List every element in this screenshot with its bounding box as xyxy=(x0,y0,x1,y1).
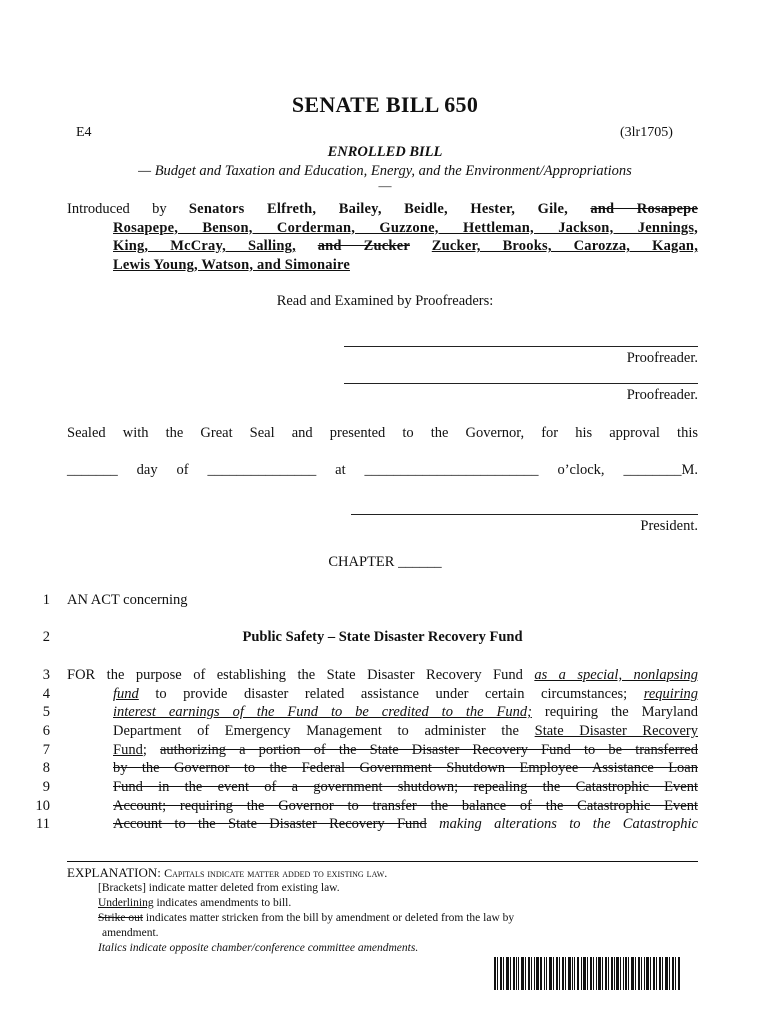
at-word: at xyxy=(335,462,346,478)
line-number: 11 xyxy=(36,816,50,832)
explanation-heading xyxy=(67,865,387,881)
stricken-text: authorizing a portion of the State Disaster Recovery Fund to be transferred xyxy=(159,742,698,758)
line-number: 7 xyxy=(42,742,50,758)
sponsor-list-2: Rosapepe, Benson, Corderman, Guzzone, Hettleman, Jackson, Jennings, xyxy=(113,219,698,236)
president-label: President. xyxy=(640,518,698,534)
president-signature-line xyxy=(351,514,698,515)
oclock-word: o’clock, xyxy=(557,462,605,478)
bill-short-title: Public Safety – State Disaster Recovery Fund xyxy=(242,629,523,645)
proofreader-signature-line-1 xyxy=(344,346,698,347)
sponsor-list-3b: Zucker, Brooks, Carozza, Kagan, xyxy=(431,238,699,254)
proofreader-label-1: Proofreader. xyxy=(626,350,698,366)
amendment-text: as a special, nonlapsing xyxy=(534,667,698,683)
sponsor-list-4: Lewis Young, Watson, and Simonaire xyxy=(113,256,350,273)
explanation-label: EXPLANATION: xyxy=(67,865,165,880)
proofreader-label-2: Proofreader. xyxy=(626,387,698,403)
line-number: 3 xyxy=(42,667,50,683)
line-number: 6 xyxy=(42,723,50,739)
note-brackets: [Brackets] indicate matter deleted from existing law. xyxy=(98,882,340,894)
sealed-statement: Sealed with the Great Seal and presented to the Governor, for his approval this xyxy=(67,425,698,441)
of-word: of xyxy=(176,462,189,478)
bill-line-10: Account; requiring the Governor to transfer the balance of the Catastrophic Event xyxy=(113,798,698,814)
bill-line-5 xyxy=(113,704,698,721)
amendment-text: interest earnings of the Fund to be credited to the Fund; xyxy=(113,704,532,720)
note-strike xyxy=(98,912,514,924)
explanation-caps: Capitals indicate matter added to existing law. xyxy=(164,866,388,880)
chapter-line: CHAPTER ______ xyxy=(328,554,442,570)
day-word: day xyxy=(136,462,158,478)
purpose-text: requiring the Maryland xyxy=(531,704,698,720)
line-number: 9 xyxy=(42,779,50,795)
day-blank: _______ xyxy=(67,462,118,478)
bill-line-6 xyxy=(113,723,698,740)
bill-line-3 xyxy=(67,667,698,684)
sponsor-struck-2: and Zucker xyxy=(317,238,410,254)
line-number: 10 xyxy=(35,798,50,814)
sponsor-struck-1: and Rosapepe xyxy=(590,201,699,217)
strike-text: indicates matter stricken from the bill by amendment or deleted from the law by xyxy=(143,912,515,924)
underlining-text: indicates amendments to bill. xyxy=(153,897,292,909)
intro-prefix: Introduced by xyxy=(67,201,189,217)
introduced-by xyxy=(67,200,698,274)
purpose-text: FOR the purpose of establishing the State Disaster Recovery Fund xyxy=(67,667,535,683)
bill-code-left: E4 xyxy=(76,125,92,140)
bill-line-9: Fund in the event of a government shutdown; repealing the Catastrophic Event xyxy=(113,779,698,795)
line-number: 1 xyxy=(42,592,50,608)
time-blank: ________________________ xyxy=(364,462,539,478)
stricken-text: Account to the State Disaster Recovery Fund xyxy=(113,816,427,832)
proofreader-signature-line-2 xyxy=(344,383,698,384)
committee-dash: — xyxy=(378,178,392,193)
bill-code-right: (3lr1705) xyxy=(620,125,673,140)
note-strike-cont: amendment. xyxy=(102,927,159,939)
bill-line-11 xyxy=(113,816,698,833)
line-number: 8 xyxy=(42,760,50,776)
amendment-text: fund xyxy=(113,686,139,702)
bill-line-7 xyxy=(113,742,698,759)
line-number: 5 xyxy=(42,704,50,720)
note-italics: Italics indicate opposite chamber/conference committee amendments. xyxy=(98,942,419,954)
committee-line: — Budget and Taxation and Education, Energy, and the Environment/Appropriations xyxy=(138,163,632,179)
bill-line-1: AN ACT concerning xyxy=(67,592,188,608)
footer-divider xyxy=(67,861,698,862)
month-blank: _______________ xyxy=(207,462,317,478)
meridiem-blank: ________M. xyxy=(623,462,698,478)
read-examined: Read and Examined by Proofreaders: xyxy=(276,293,494,309)
underlining-word: Underlining xyxy=(98,897,154,909)
bill-title: SENATE BILL 650 xyxy=(291,92,479,117)
line-number: 2 xyxy=(42,629,50,645)
line-number: 4 xyxy=(42,686,50,702)
barcode-image xyxy=(494,957,680,990)
strike-word: Strike out xyxy=(98,912,144,924)
purpose-text: ; xyxy=(142,742,160,758)
amendment-text: making alterations to the Catastrophic xyxy=(426,816,698,832)
amendment-text: State Disaster Recovery xyxy=(534,723,698,739)
bill-line-4 xyxy=(113,686,698,703)
sponsor-list-3a: King, McCray, Salling, xyxy=(113,238,296,254)
amendment-text: requiring xyxy=(643,686,698,702)
purpose-text: Department of Emergency Management to administer the xyxy=(113,723,535,739)
sponsor-list-1: Senators Elfreth, Bailey, Beidle, Hester, Gile, xyxy=(188,201,568,217)
bill-line-8: by the Governor to the Federal Government Shutdown Employee Assistance Loan xyxy=(113,760,698,776)
note-underlining xyxy=(98,897,291,909)
purpose-text: to provide disaster related assistance under certain circumstances; xyxy=(138,686,644,702)
amendment-text: Fund xyxy=(113,742,143,758)
enrolled-label: ENROLLED BILL xyxy=(327,144,443,160)
day-line xyxy=(67,462,698,479)
